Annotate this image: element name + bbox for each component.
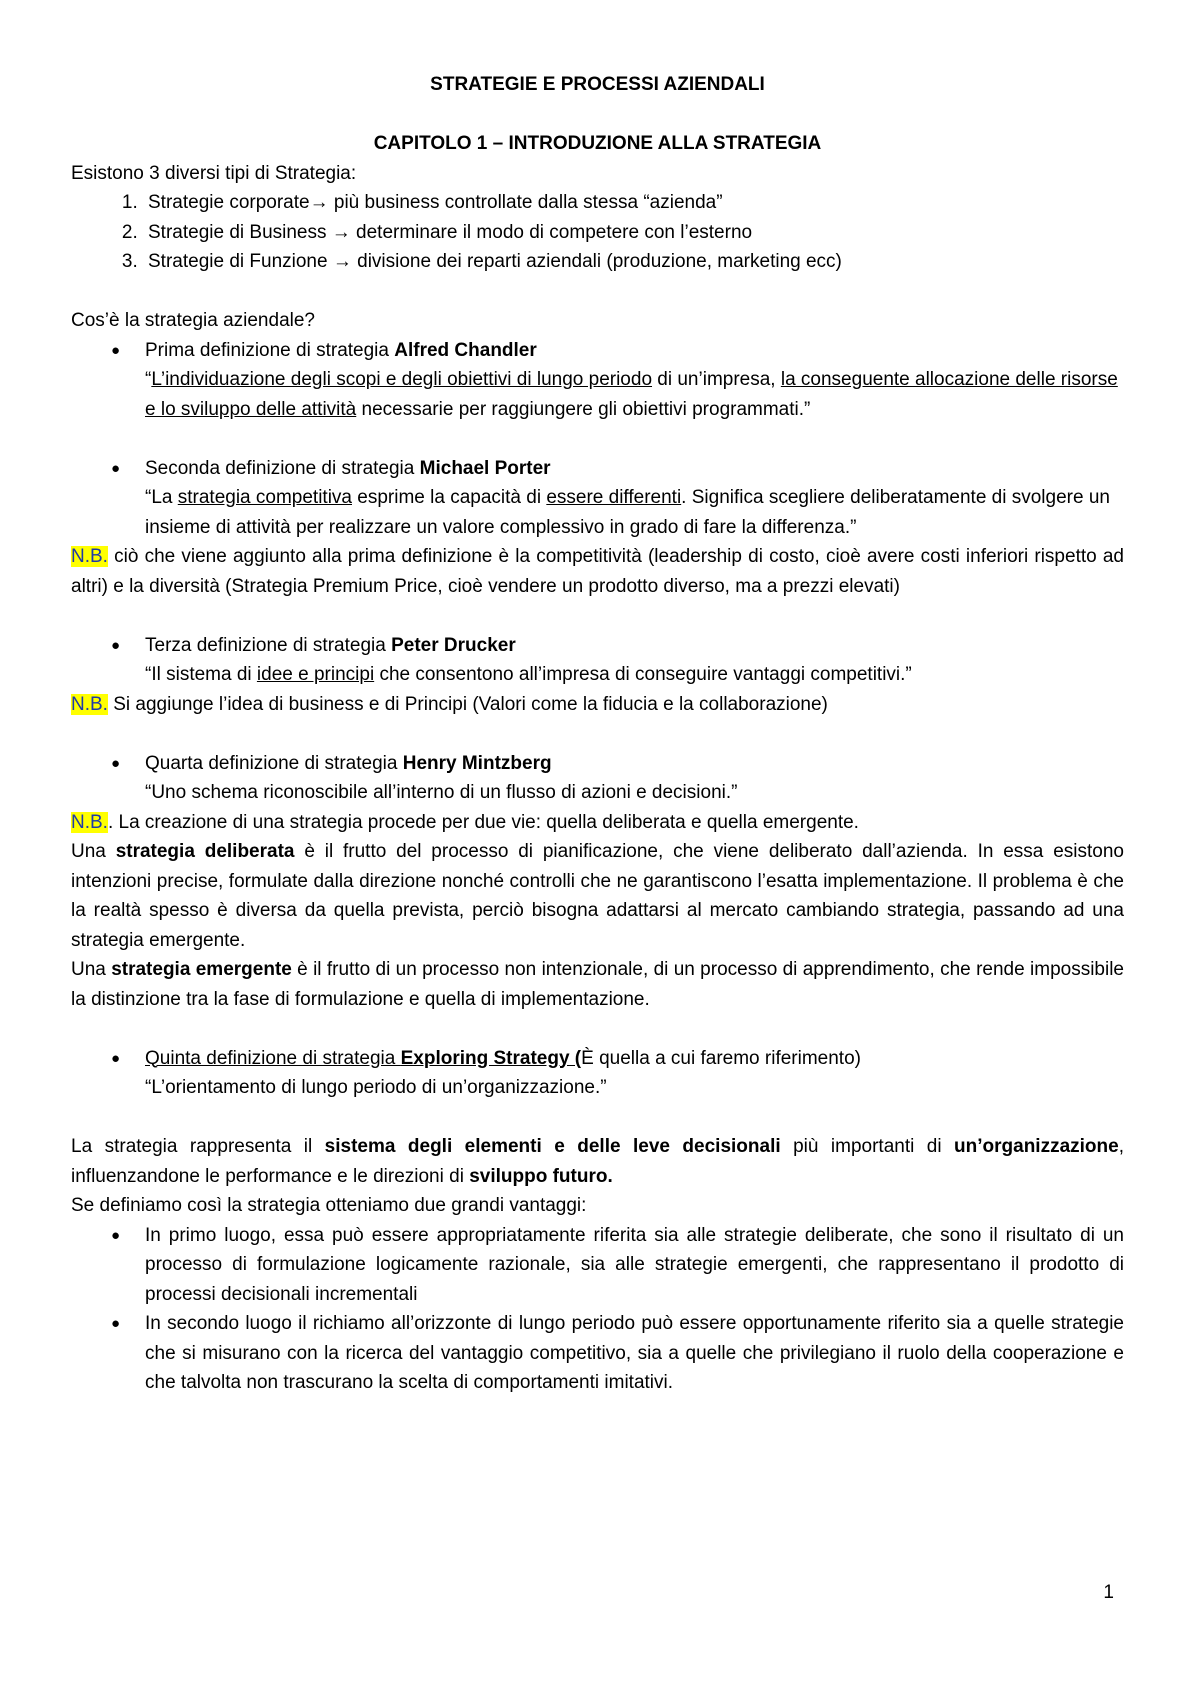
spacer [71,277,1124,307]
bold-term: strategia emergente [111,959,292,980]
definition-exploring [111,1044,1124,1103]
advantage-text: In primo luogo, essa può essere appropriatamente riferita sia alle strategie deliberate, che sono il risultato di un processo di formulazione logicamente razionale, sia alle strategie emergenti, che rappresentano il prodotto di processi decisionali incrementali [145,1224,1124,1305]
quote-mark: “ [145,369,152,390]
list-item [143,218,1124,248]
quote-text: esprime la capacità di [352,487,547,508]
nb-text: Si aggiunge l’idea di business e di Principi (Valori come la fiducia e la collaborazione) [107,693,828,715]
text: è il frutto di un processo non intenzionale, di un processo di apprendimento, che rende impossibile la distinzione tra la fase di formulazione e quella di implementazione. [71,959,1124,1010]
nb-highlight: N.B. [71,546,108,567]
nb-note-1 [71,542,1124,601]
bold-term: un’organizzazione [954,1136,1119,1157]
list-item [143,188,1124,218]
summary-paragraph [71,1132,1124,1191]
definition-note: È quella a cui faremo riferimento) [581,1047,861,1069]
author-name: Michael Porter [419,457,551,479]
strategy-types-list [71,188,1124,277]
document-title: STRATEGIE E PROCESSI AZIENDALI [430,74,765,95]
underlined-text: strategia competitiva [177,487,352,508]
definition-quote: “Uno schema riconoscibile all’interno di un flusso di azioni e decisioni.” [145,782,738,803]
nb-note-2 [71,690,1124,720]
advantage-text: In secondo luogo il richiamo all’orizzonte di lungo periodo può essere opportunamente riferito sia a quelle strategie che si misurano con la ricerca del vantaggio competitivo, sia a quelle che privilegiano il ruolo della cooperazione e che talvolta non trascurano la scelta di comportamenti imitativi. [145,1313,1124,1393]
type-name: Strategie corporate [148,192,310,213]
quote-text: di un’impresa, [652,369,781,390]
definition-list-3 [71,631,1124,690]
definition-quote [145,365,1124,424]
spacer [71,601,1124,631]
spacer [71,719,1124,749]
author-name: Alfred Chandler [394,339,537,361]
underlined-text: L’individuazione degli scopi e degli obiettivi di lungo periodo [151,369,653,390]
definition-drucker [111,631,1124,690]
text: Una [71,959,112,980]
bullet-icon: ● [111,1315,121,1332]
definition-quote [145,483,1124,542]
bullet-icon: ● [111,459,121,477]
page-number: 1 [1103,1582,1114,1603]
bullet-icon: ● [111,1226,121,1244]
definition-list-2 [71,454,1124,543]
arrow-icon: → [331,221,351,243]
underlined-text: idee e principi [256,664,375,685]
arrow-icon: → [309,192,329,213]
underlined-text: essere differenti [546,487,682,508]
definition-label: Quinta definizione di strategia [145,1047,401,1069]
type-desc: divisione dei reparti aziendali (produzione, marketing ecc) [351,251,842,272]
text: è il frutto del processo di pianificazione, che viene deliberato dall’azienda. In essa esistono intenzioni precise, formulate dalla direzione nonché controlli che ne garantiscono l’esatta implementazione. Il problema è che la realtà spesso è diversa da quella prevista, perciò bisogna adattarsi al mercato cambiando strategia, passando ad una strategia emergente. [71,841,1124,951]
arrow-icon: → [332,251,352,272]
text: Una [71,841,116,862]
text: La strategia rappresenta il [71,1136,325,1157]
bullet-icon: ● [111,341,121,359]
type-name: Strategie di Funzione [148,251,333,272]
definition-label: Quarta definizione di strategia [145,752,403,774]
paragraph-deliberata [71,837,1124,955]
definition-list-5 [71,1044,1124,1103]
list-item [143,247,1124,277]
quote-text: necessarie per raggiungere gli obiettivi programmati.” [356,398,811,420]
text: più importanti di [780,1136,955,1157]
author-name: Peter Drucker [391,634,516,656]
quote-text: “La [145,487,178,508]
type-desc: determinare il modo di competere con l’esterno [350,221,753,243]
definition-list-4 [71,749,1124,808]
nb-note-3 [71,808,1124,838]
definition-mintzberg [111,749,1124,808]
quote-text: “Il sistema di [145,664,257,685]
definition-chandler [111,336,1124,425]
quote-text: . Significa scegliere deliberatamente di svolgere un insieme di attività per realizzare un valore complessivo in grado di fare la differenza.” [145,487,1110,538]
nb-highlight: N.B. [71,693,108,715]
definition-quote: “L’orientamento di lungo periodo di un’organizzazione.” [145,1077,607,1098]
advantages-list [71,1221,1124,1398]
type-name: Strategie di Business [148,221,332,243]
type-desc: più business controllate dalla stessa “azienda” [328,192,723,213]
paragraph-emergente [71,955,1124,1014]
definition-label: Terza definizione di strategia [145,634,392,656]
spacer [71,1103,1124,1133]
text: , influenzandone le performance e le direzioni di [71,1136,1124,1187]
underlined-text: la conseguente allocazione delle risorse e lo sviluppo delle attività [145,369,1118,420]
definition-quote [145,660,1124,690]
spacer [71,100,1124,130]
author-name: Exploring Strategy [400,1047,570,1069]
quote-text: che consentono all’impresa di conseguire vantaggi competitivi.” [374,664,912,685]
author-name: Henry Mintzberg [402,752,552,774]
definition-label: Prima definizione di strategia [145,339,395,361]
bold-term: sistema degli elementi e delle leve decisionali [324,1136,781,1157]
nb-text: . La creazione di una strategia procede per due vie: quella deliberata e quella emergente. [107,811,859,833]
bullet-icon: ● [111,1049,121,1067]
nb-text: ciò che viene aggiunto alla prima definizione è la competitività (leadership di costo, cioè avere costi inferiori rispetto ad altri) e la diversità (Strategia Premium Price, cioè vendere un prodotto diverso, ma a prezzi elevati) [71,546,1124,597]
bold-term: sviluppo futuro. [469,1165,613,1187]
definition-list-1 [71,336,1124,425]
bullet-icon: ● [111,636,121,654]
advantages-intro: Se definiamo così la strategia otteniamo due grandi vantaggi: [71,1195,587,1216]
nb-highlight: N.B. [71,811,108,833]
spacer [71,424,1124,454]
list-item [111,1221,1124,1310]
chapter-heading: CAPITOLO 1 – INTRODUZIONE ALLA STRATEGIA [373,133,822,154]
paren: ( [569,1047,582,1069]
definition-porter [111,454,1124,543]
bold-term: strategia deliberata [115,841,295,862]
document-body [71,70,1124,1398]
list-item [111,1309,1124,1398]
types-intro: Esistono 3 diversi tipi di Strategia: [71,162,357,184]
definition-label: Seconda definizione di strategia [145,457,420,479]
spacer [71,1014,1124,1044]
bullet-icon: ● [111,754,121,772]
question: Cos’è la strategia aziendale? [71,310,315,331]
